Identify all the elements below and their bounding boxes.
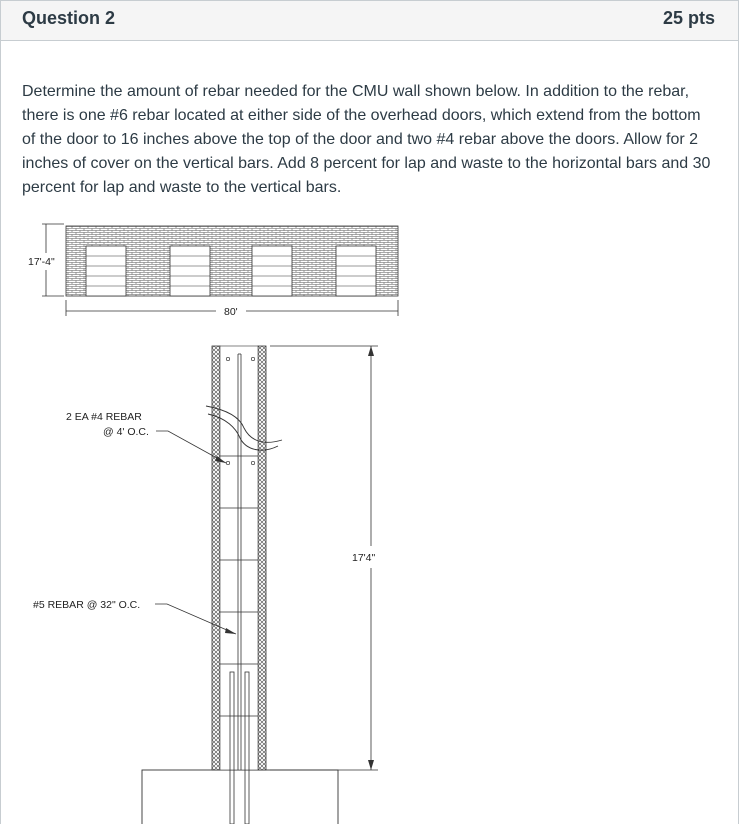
elevation-height-dimension [28,224,64,296]
wall-section [33,346,378,824]
cmu-face-right [258,346,266,770]
wall-elevation [28,224,398,318]
question-points: 25 pts [662,8,715,28]
cmu-face-left [212,346,220,770]
footing [142,770,338,824]
question-title: Question 2 [22,8,116,28]
vertical-rebar-callout [33,599,236,634]
overhead-door-1 [86,246,126,296]
elevation-height-label: 17'-4" [28,256,55,268]
section-height-label: 17'4" [352,552,376,564]
grout-core [220,346,258,770]
elevation-width-label: 80' [224,306,238,318]
horizontal-rebar-callout [66,411,226,463]
vertical-rebar-label: #5 REBAR @ 32" O.C. [33,599,141,611]
elevation-width-dimension [66,300,398,318]
horizontal-rebar-label-line1: 2 EA #4 REBAR [66,411,142,423]
section-height-dimension [270,346,378,770]
overhead-door-2 [170,246,210,296]
overhead-door-4 [336,246,376,296]
horizontal-rebar-label-line2: @ 4' O.C. [103,426,149,438]
question-text: Determine the amount of rebar needed for the CMU wall shown below. In addition to the rebar, there is one #6 rebar located at either side of the overhead doors, which extend from the bottom of the door to 16 inches above the top of the door and two #4 rebar above the doors. Allow for 2 inches of cover on the vertical bars. Add 8 percent for lap and waste to the horizontal bars and 30 percent for lap and waste to the vertical bars. [22,83,711,196]
overhead-door-3 [252,246,292,296]
